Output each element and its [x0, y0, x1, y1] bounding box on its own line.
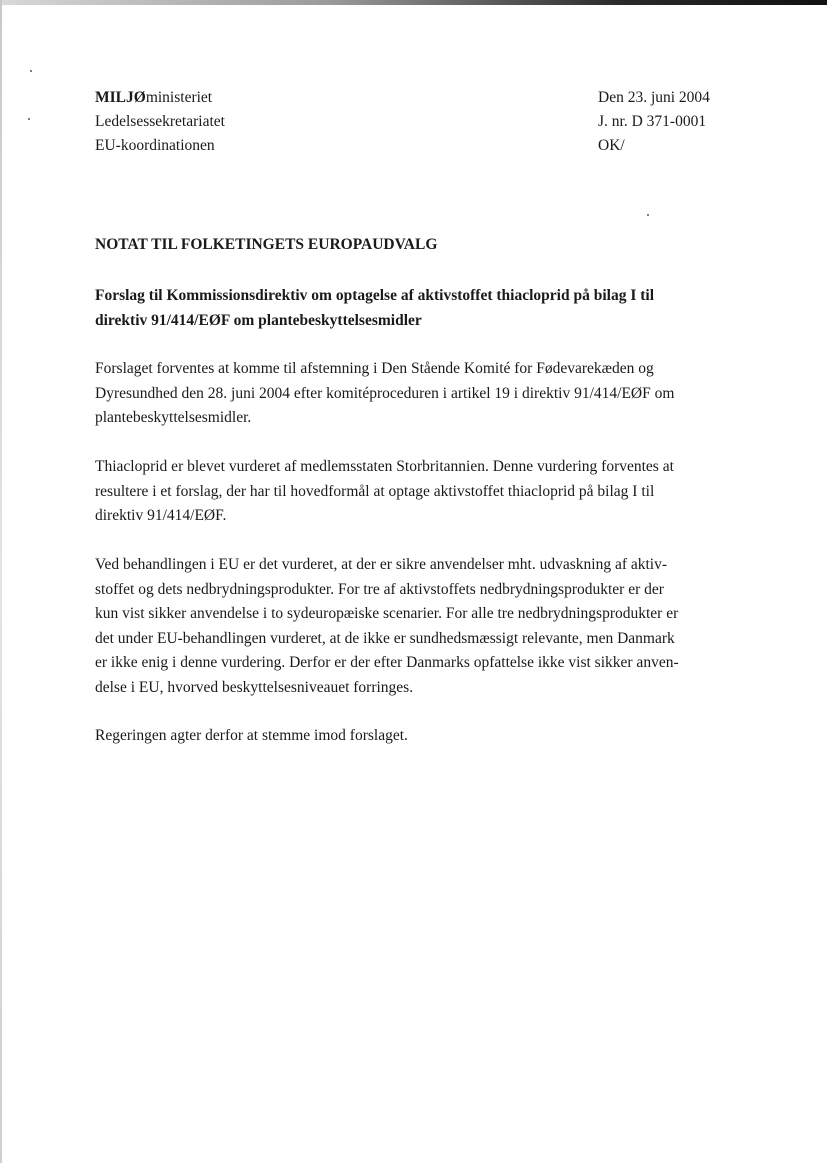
document-date: Den 23. juni 2004	[598, 89, 710, 106]
scan-left-edge	[0, 0, 2, 1163]
paragraph-line: Forslaget forventes at komme til afstemning i Den Stående Komité for Fødevarekæden og	[95, 360, 654, 377]
document-title	[95, 284, 735, 333]
paragraph-government-position	[95, 724, 735, 749]
paragraph-line: delse i EU, hvorved beskyttelsesniveauet forringes.	[95, 678, 414, 696]
paragraph-line: Regeringen agter derfor at stemme imod forslaget.	[95, 727, 408, 744]
journal-number: J. nr. D 371-0001	[598, 113, 707, 130]
paragraph-line: Dyresundhed den 28. juni 2004 efter komitéproceduren i artikel 19 i direktiv 91/414/EØF om	[95, 384, 675, 402]
ministry-name-rest: ministeriet	[145, 89, 213, 106]
document-title-line: direktiv 91/414/EØF om plantebeskyttelsesmidler	[95, 311, 422, 329]
paragraph-vote	[95, 357, 735, 431]
unit-name: EU-koordinationen	[95, 137, 215, 154]
paragraph-line: Ved behandlingen i EU er det vurderet, at der er sikre anvendelser mht. udvaskning af aktiv-	[95, 556, 668, 573]
ministry-name-bold: MILJØ	[95, 89, 146, 106]
paragraph-line: det under EU-behandlingen vurderet, at de ikke er sundhedsmæssigt relevante, men Danmark	[95, 629, 675, 647]
scan-speck	[28, 118, 30, 120]
initials: OK/	[598, 137, 625, 154]
scan-speck	[30, 70, 32, 72]
document-title-line: Forslag til Kommissionsdirektiv om optagelse af aktivstoffet thiacloprid på bilag I til	[95, 287, 654, 304]
paragraph-line: Thiacloprid er blevet vurderet af medlemsstaten Storbritannien. Denne vurdering forventes at	[95, 458, 674, 475]
paragraph-assessment	[95, 455, 735, 529]
paragraph-line: er ikke enig i denne vurdering. Derfor er der efter Danmarks opfattelse ikke vist sikker anven-	[95, 654, 679, 671]
paragraph-line: plantebeskyttelsesmidler.	[95, 409, 252, 426]
paragraph-line: direktiv 91/414/EØF.	[95, 507, 227, 524]
paragraph-line: kun vist sikker anvendelse i to sydeuropæiske scenarier. For alle tre nedbrydningsprodukter er	[95, 605, 679, 622]
paragraph-line: stoffet og dets nedbrydningsprodukter. For tre af aktivstoffets nedbrydningsprodukter er der	[95, 580, 664, 598]
paragraph-line: resultere i et forslag, der har til hovedformål at optage aktivstoffet thiacloprid på bilag I til	[95, 482, 655, 500]
scan-speck	[647, 214, 649, 216]
department-name: Ledelsessekretariatet	[95, 113, 225, 130]
document-heading: NOTAT TIL FOLKETINGETS EUROPAUDVALG	[95, 236, 438, 253]
paragraph-eu-treatment	[95, 553, 735, 700]
scan-top-edge	[0, 0, 827, 5]
ministry-name	[95, 86, 212, 110]
